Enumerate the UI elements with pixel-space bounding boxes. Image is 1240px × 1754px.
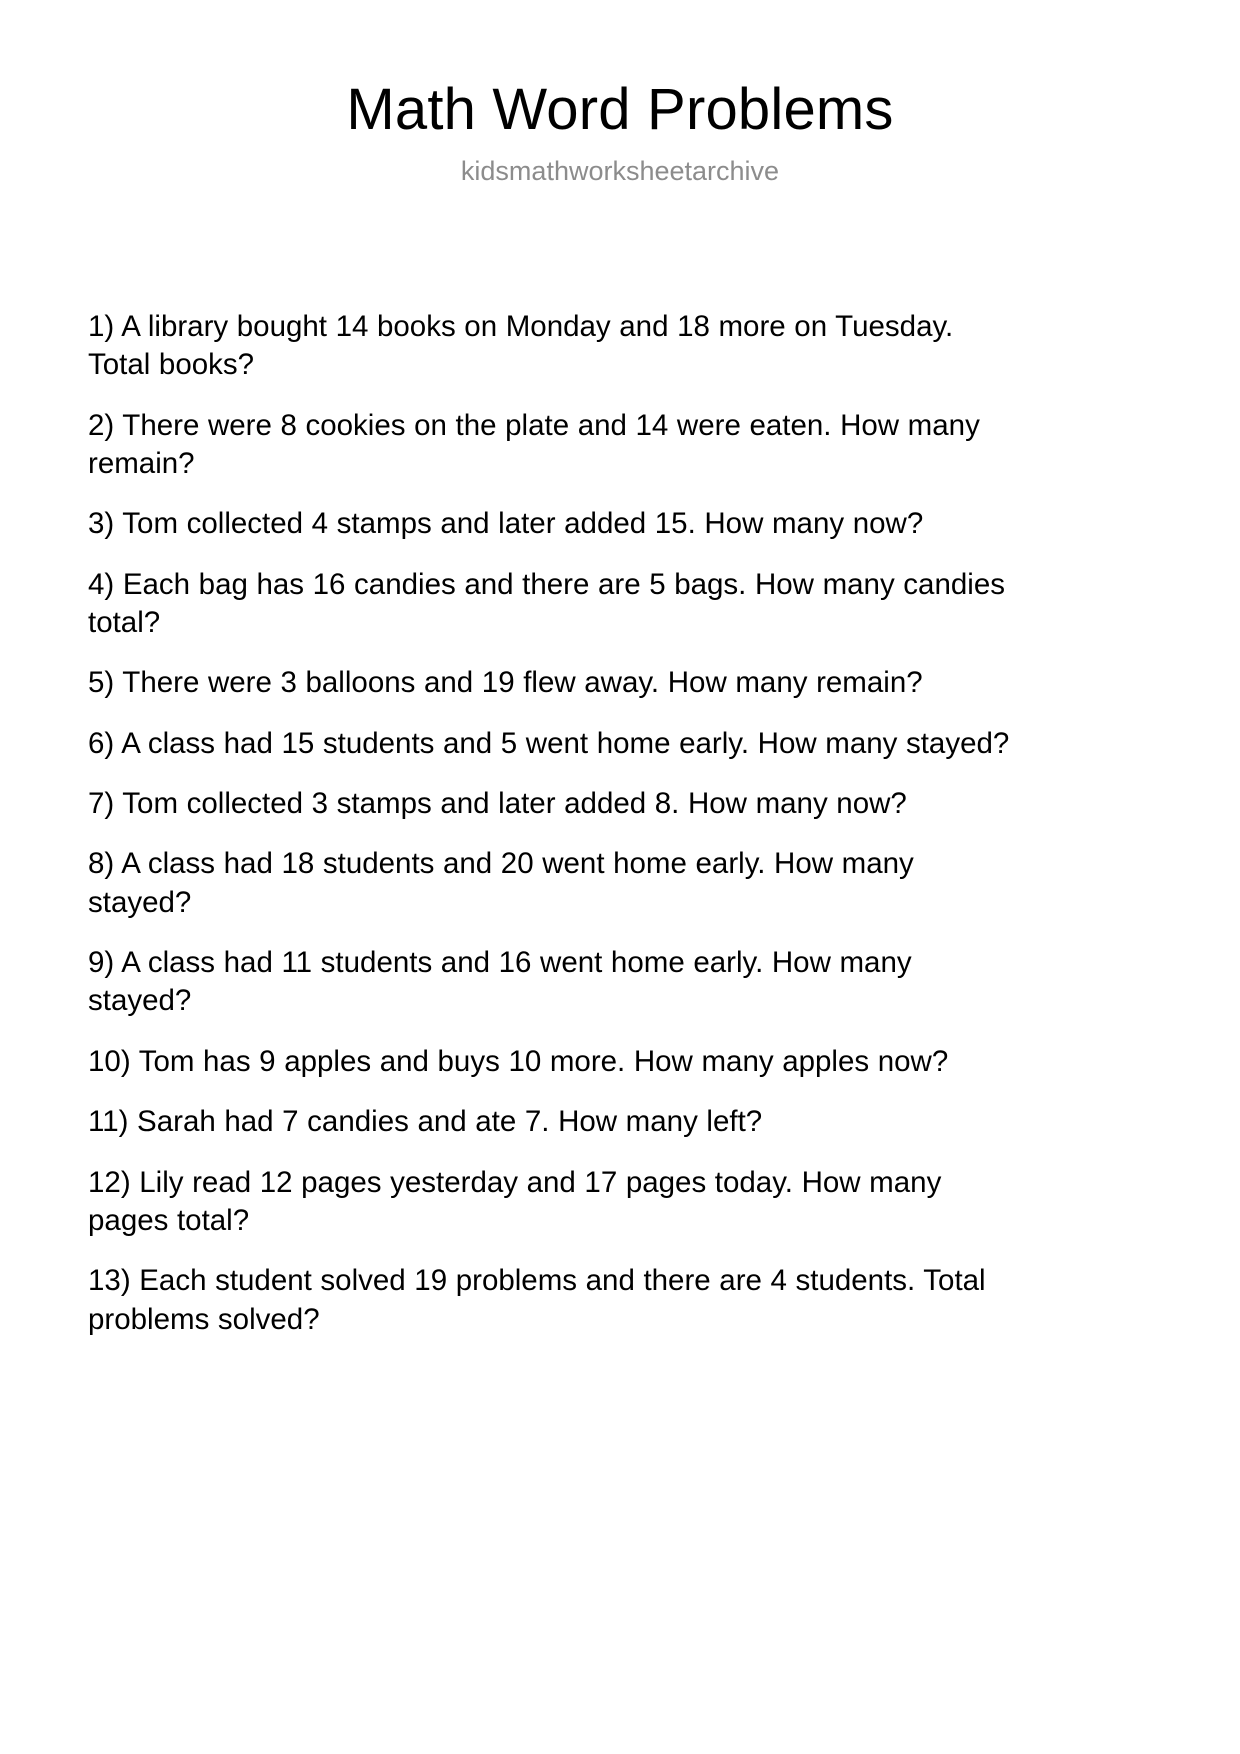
page-title: Math Word Problems xyxy=(346,77,894,142)
problem-list xyxy=(88,308,1152,1339)
list-item: 10) Tom has 9 apples and buys 10 more. How many apples now? xyxy=(88,1044,949,1078)
list-item: 5) There were 3 balloons and 19 flew away. How many remain? xyxy=(88,666,923,700)
list-item: 7) Tom collected 3 stamps and later added 8. How many now? xyxy=(88,787,907,821)
list-item: 11) Sarah had 7 candies and ate 7. How many left? xyxy=(88,1105,763,1139)
list-item: 9) A class had 11 students and 16 went home early. How many stayed? xyxy=(88,946,912,1018)
list-item: 1) A library bought 14 books on Monday and 18 more on Tuesday. Total books? xyxy=(88,310,954,382)
list-item: 6) A class had 15 students and 5 went home early. How many stayed? xyxy=(88,726,1010,760)
page-subtitle: kidsmathworksheetarchive xyxy=(460,155,780,186)
list-item: 3) Tom collected 4 stamps and later added 15. How many now? xyxy=(88,507,924,541)
list-item: 8) A class had 18 students and 20 went home early. How many stayed? xyxy=(88,847,914,919)
list-item: 12) Lily read 12 pages yesterday and 17 pages today. How many pages total? xyxy=(88,1165,942,1237)
list-item: 4) Each bag has 16 candies and there are 5 bags. How many candies total? xyxy=(88,567,1005,640)
list-item: 2) There were 8 cookies on the plate and 14 were eaten. How many remain? xyxy=(88,408,980,481)
list-item: 13) Each student solved 19 problems and there are 4 students. Total problems solved? xyxy=(88,1264,986,1336)
worksheet-header xyxy=(0,0,1240,187)
